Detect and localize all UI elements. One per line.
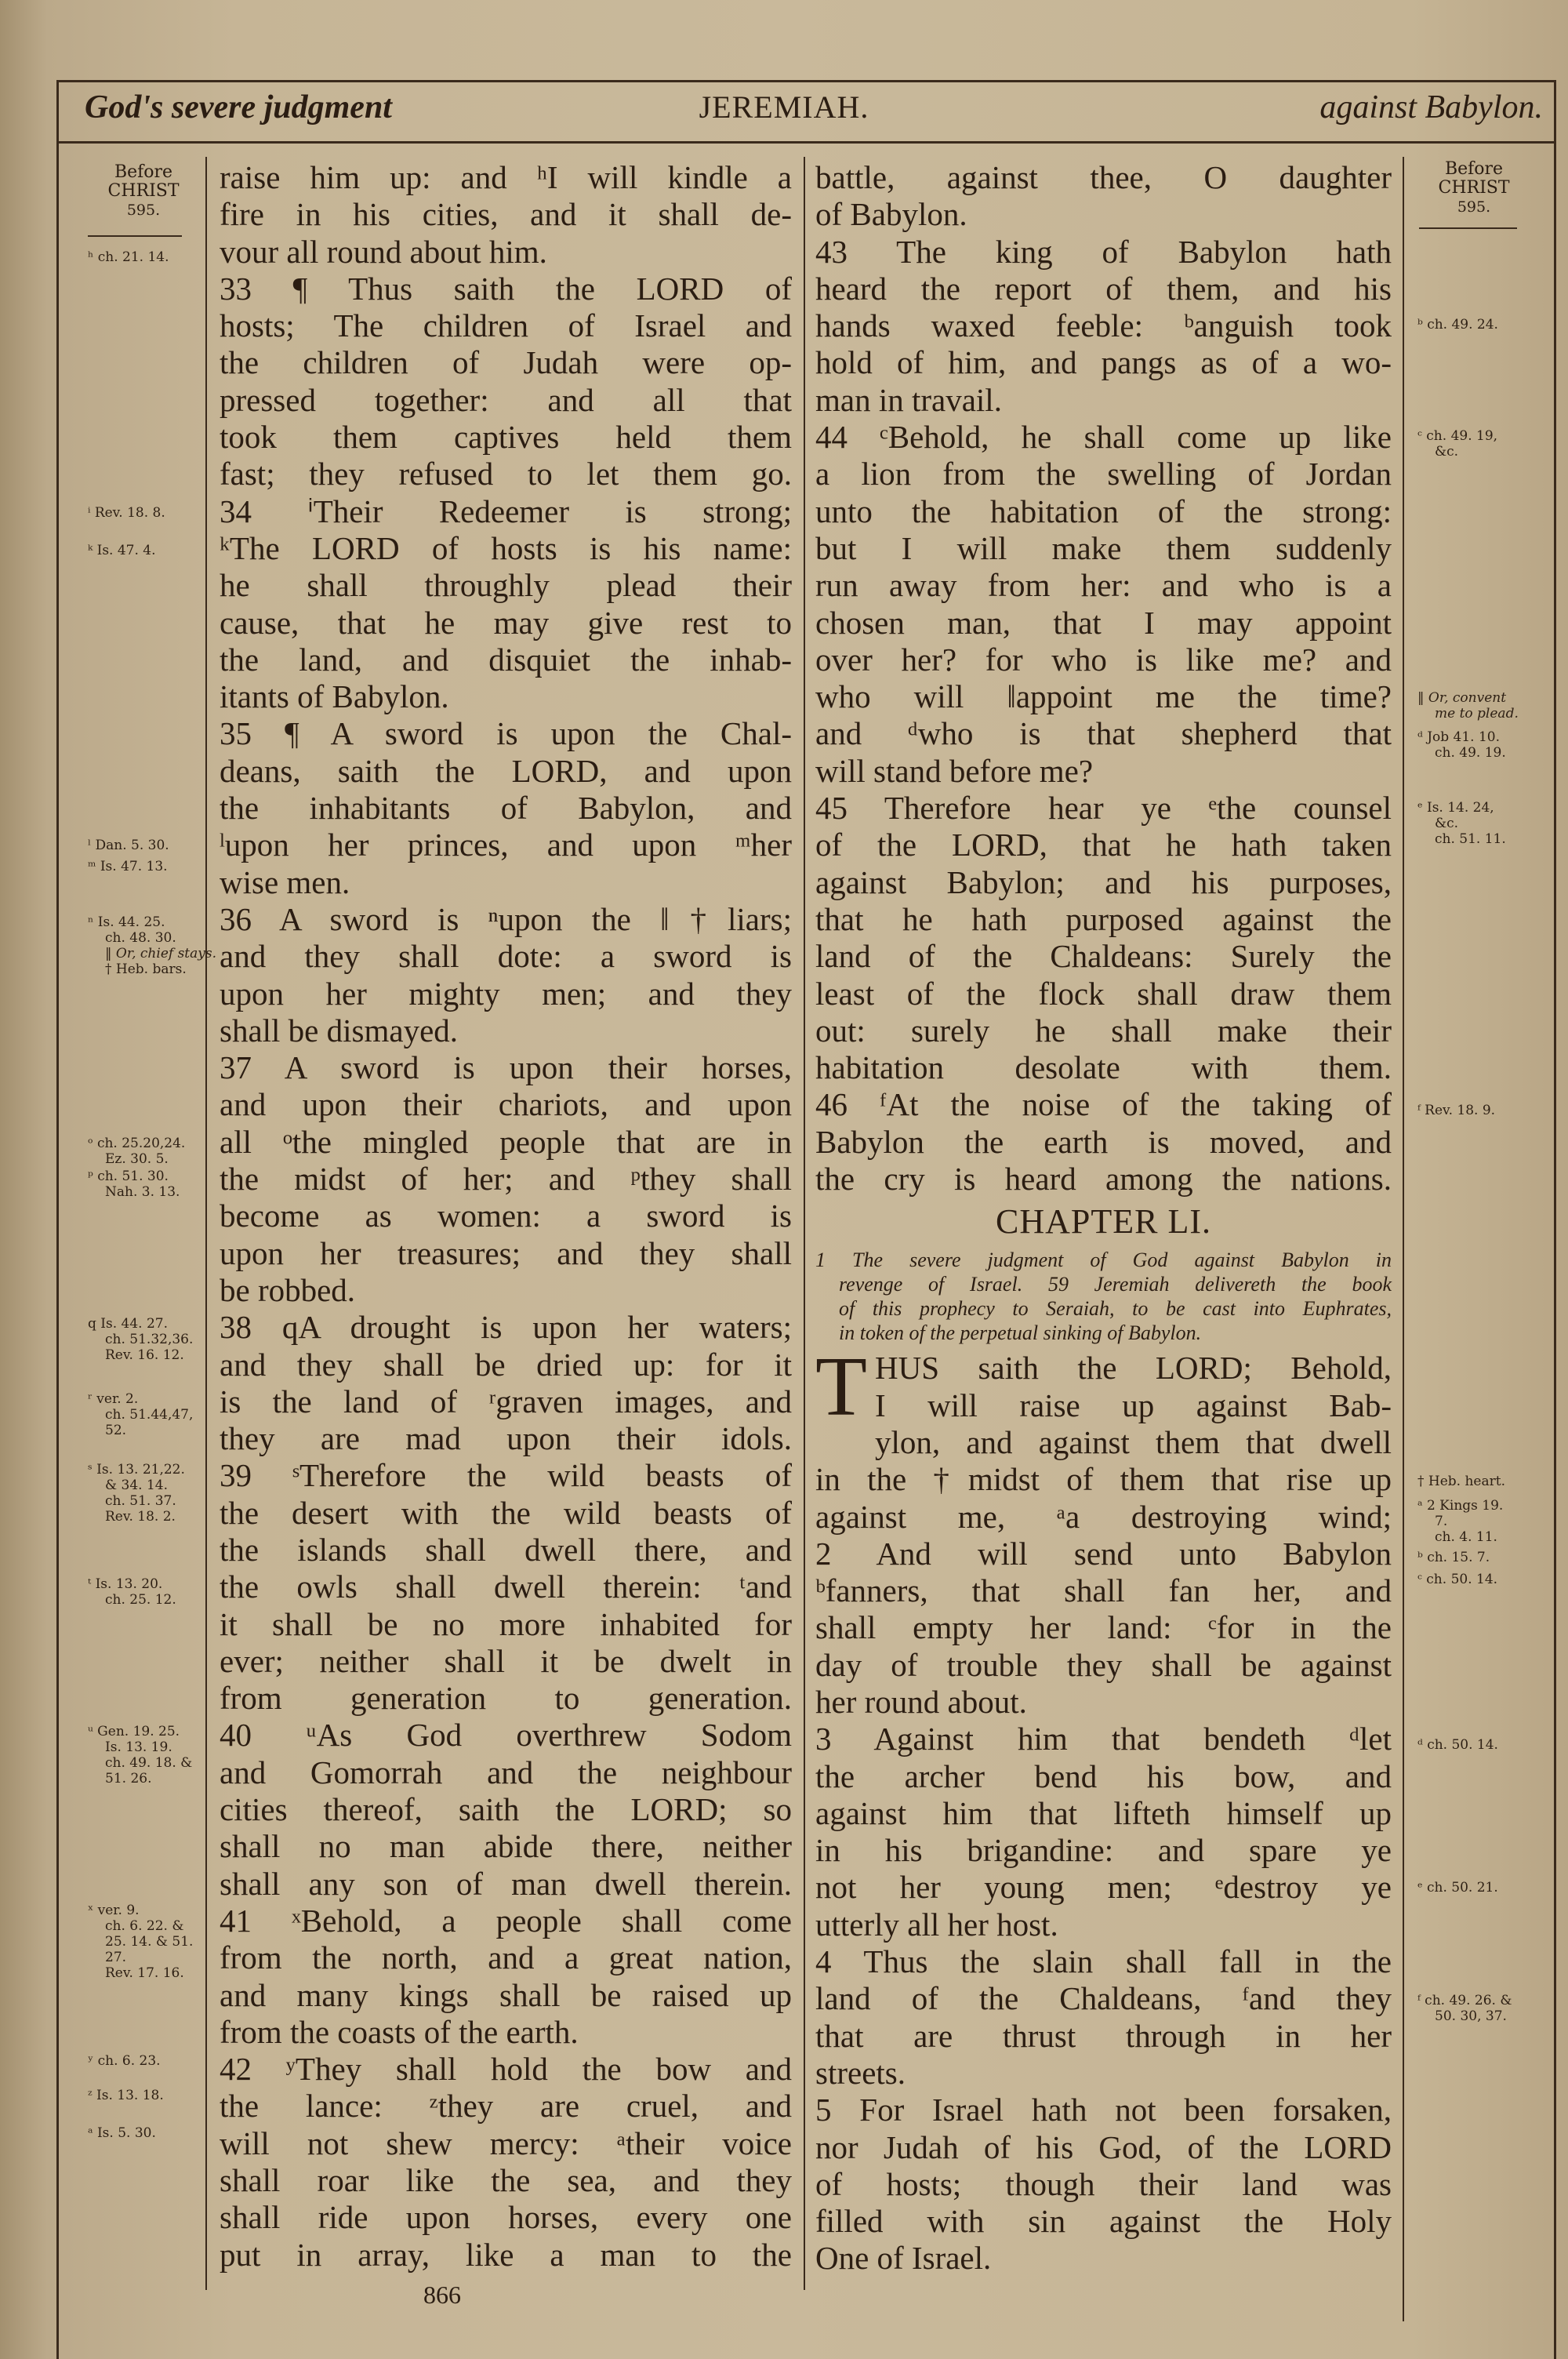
text-line: 45 Therefore hear ye ᵉthe counsel	[815, 790, 1392, 827]
cross-reference-line: 7.	[1435, 1514, 1448, 1529]
cross-reference-line: Is. 13. 19.	[105, 1739, 172, 1755]
summary-line: revenge of Israel. 59 Jeremiah delivereth the book	[839, 1273, 1392, 1296]
text-line: filled with sin against the Holy	[815, 2203, 1392, 2240]
cross-reference-note	[88, 505, 165, 521]
text-line: and upon their chariots, and upon	[220, 1086, 792, 1123]
cross-reference-note	[1417, 1103, 1495, 1118]
text-line: day of trouble they shall be against	[815, 1646, 1392, 1683]
text-line: the islands shall dwell there, and	[220, 1531, 792, 1568]
text-line: and they shall dote: a sword is	[220, 938, 792, 975]
running-head-book-title: JEREMIAH.	[699, 89, 869, 125]
text-line: they are mad upon their idols.	[220, 1420, 792, 1457]
cross-reference-line: ᵈ ch. 50. 14.	[1417, 1737, 1498, 1753]
cross-reference-line: ch. 51.32,36.	[105, 1332, 194, 1347]
text-line: and ᵈwho is that shepherd that	[815, 715, 1392, 752]
date-heading-year: 595.	[126, 202, 161, 219]
cross-reference-line: ʳ ver. 2.	[88, 1391, 139, 1407]
text-line: pressed together: and all that	[220, 381, 792, 418]
text-line: and Gomorrah and the neighbour	[220, 1754, 792, 1790]
text-line: 35 ¶ A sword is upon the Chal-	[220, 715, 792, 752]
text-line: HUS saith the LORD; Behold,	[874, 1350, 1392, 1387]
text-line: is the land of ʳgraven images, and	[220, 1383, 792, 1419]
text-line: 37 A sword is upon their horses,	[220, 1049, 792, 1086]
text-line: battle, against thee, O daughter	[815, 159, 1392, 195]
cross-reference-line: ch. 6. 22. &	[105, 1918, 184, 1934]
text-line: not her young men; ᵉdestroy ye	[815, 1869, 1392, 1906]
cross-reference-note	[88, 1136, 185, 1167]
text-line: that he hath purposed against the	[815, 900, 1392, 937]
cross-reference-note	[88, 1316, 193, 1363]
text-line: it shall be no more inhabited for	[220, 1605, 792, 1642]
summary-line: of this prophecy to Seraiah, to be cast into Euphrates,	[839, 1297, 1392, 1321]
cross-reference-note	[88, 2053, 161, 2069]
cross-reference-note	[88, 1903, 193, 1981]
text-line: a lion from the swelling of Jordan	[815, 456, 1392, 493]
left-date-underline	[88, 235, 182, 237]
frame-header-rule	[56, 141, 1555, 144]
text-line: ever; neither shall it be dwelt in	[220, 1642, 792, 1679]
date-heading-before: Before	[1444, 159, 1504, 179]
date-heading-before: Before	[114, 162, 173, 182]
cross-reference-note	[1417, 800, 1506, 847]
cross-reference-line: ⁱ Rev. 18. 8.	[88, 505, 165, 521]
text-line: but I will make them suddenly	[815, 529, 1392, 566]
text-line: become as women: a sword is	[220, 1198, 792, 1234]
text-line: I will raise up against Bab-	[874, 1387, 1392, 1423]
cross-reference-line: ʰ ch. 21. 14.	[88, 249, 169, 265]
text-line: the owls shall dwell therein: ᵗand	[220, 1568, 792, 1605]
text-line: ᵇfanners, that shall fan her, and	[815, 1572, 1392, 1609]
cross-reference-note	[1417, 690, 1519, 722]
drop-cap: T	[815, 1340, 867, 1434]
text-line: fire in his cities, and it shall de-	[220, 196, 792, 233]
cross-reference-note	[88, 859, 168, 874]
running-head-left: God's severe judgment	[85, 89, 392, 125]
right-margin-date-heading	[1423, 160, 1525, 216]
text-line: cities thereof, saith the LORD; so	[220, 1791, 792, 1828]
cross-reference-line: † Heb. heart.	[1417, 1474, 1505, 1489]
text-line: 44 ᶜBehold, he shall come up like	[815, 419, 1392, 456]
cross-reference-line: ⁿ Is. 44. 25.	[88, 914, 165, 930]
text-line: the midst of her; and ᵖthey shall	[220, 1161, 792, 1198]
text-line: raise him up: and ʰI will kindle a	[220, 159, 792, 195]
text-line: of the LORD, that he hath taken	[815, 827, 1392, 863]
text-line: 3 Against him that bendeth ᵈlet	[815, 1721, 1392, 1757]
cross-reference-line: ch. 51. 37.	[105, 1493, 176, 1509]
text-line: in the †midst of them that rise up	[815, 1461, 1392, 1498]
text-line: 42 ʸThey shall hold the bow and	[220, 2051, 792, 2088]
frame-top-rule	[56, 80, 1555, 82]
cross-reference-line: ᵖ ch. 51. 30.	[88, 1169, 169, 1184]
cross-reference-line: Nah. 3. 13.	[105, 1184, 180, 1200]
cross-reference-line: ch. 25. 12.	[105, 1592, 176, 1608]
cross-reference-note	[88, 838, 169, 853]
cross-reference-line: Rev. 18. 2.	[105, 1509, 176, 1525]
cross-reference-line: ʸ ch. 6. 23.	[88, 2053, 161, 2069]
text-line: out: surely he shall make their	[815, 1012, 1392, 1049]
text-line: against Babylon; and his purposes,	[815, 863, 1392, 900]
text-line: will not shew mercy: ᵃtheir voice	[220, 2125, 792, 2161]
text-line: 2 And will send unto Babylon	[815, 1535, 1392, 1572]
left-margin-divider	[205, 157, 207, 2290]
cross-reference-line: ᶜ ch. 50. 14.	[1417, 1572, 1498, 1587]
cross-reference-note	[1417, 428, 1497, 460]
cross-reference-line: 52.	[105, 1423, 127, 1438]
text-line: wise men.	[220, 863, 350, 900]
chapter-opening	[815, 1340, 1392, 1434]
cross-reference-line: ᵇ ch. 49. 24.	[1417, 317, 1498, 333]
cross-reference-line: Ez. 30. 5.	[105, 1151, 169, 1167]
cross-reference-line: ᵏ Is. 47. 4.	[88, 543, 156, 558]
cross-reference-note	[88, 1391, 193, 1438]
chapter-heading: CHAPTER LI.	[996, 1202, 1211, 1241]
right-text-column	[815, 159, 1392, 2277]
cross-reference-line: ch. 4. 11.	[1435, 1529, 1497, 1545]
cross-reference-line: q Is. 44. 27.	[88, 1316, 169, 1332]
cross-reference-line: ᵇ ch. 15. 7.	[1417, 1550, 1490, 1565]
cross-reference-line: &c.	[1435, 444, 1459, 460]
cross-reference-line: 50. 30, 37.	[1435, 2008, 1507, 2024]
text-line: of Babylon.	[815, 196, 967, 233]
cross-reference-line: Rev. 16. 12.	[105, 1347, 184, 1363]
text-line: the cry is heard among the nations.	[815, 1161, 1392, 1198]
cross-reference-note	[1417, 1550, 1490, 1565]
text-line: unto the habitation of the strong:	[815, 493, 1392, 529]
text-line: shall roar like the sea, and they	[220, 2162, 792, 2199]
cross-reference-line: ᶠ Rev. 18. 9.	[1417, 1103, 1496, 1118]
text-line: in his brigandine: and spare ye	[815, 1832, 1392, 1869]
text-line: against him that lifteth himself up	[815, 1794, 1392, 1831]
text-line: man in travail.	[815, 381, 1002, 418]
right-date-underline	[1419, 227, 1517, 229]
cross-reference-line: 25. 14. & 51.	[105, 1934, 194, 1950]
summary-line: in token of the perpetual sinking of Babylon.	[839, 1321, 1202, 1345]
cross-reference-note	[88, 1576, 176, 1608]
text-line: will stand before me?	[815, 752, 1094, 789]
text-line: utterly all her host.	[815, 1906, 1058, 1943]
cross-reference-line: ᵃ Is. 5. 30.	[88, 2125, 156, 2141]
cross-reference-line: &c.	[1435, 816, 1459, 831]
text-line: ylon, and against them that dwell	[874, 1423, 1392, 1460]
text-line: shall no man abide there, neither	[220, 1828, 792, 1865]
text-line: the children of Judah were op-	[220, 344, 792, 381]
cross-reference-note	[88, 1462, 185, 1525]
cross-reference-line: ch. 49. 19.	[1435, 745, 1506, 761]
cross-reference-line: & 34. 14.	[105, 1478, 169, 1493]
chapter-50-verses	[815, 159, 1392, 1198]
text-line: from the north, and a great nation,	[220, 1939, 792, 1976]
cross-reference-line: ‖ Or, convent	[1417, 690, 1507, 706]
text-line: least of the flock shall draw them	[815, 975, 1392, 1012]
text-line: and many kings shall be raised up	[220, 1976, 792, 2013]
left-margin-date-heading	[93, 163, 194, 220]
cross-reference-line: ch. 51.44,47,	[105, 1407, 194, 1423]
cross-reference-line: ˡ Dan. 5. 30.	[88, 838, 169, 853]
cross-reference-note	[1417, 317, 1498, 333]
text-line: hold of him, and pangs as of a wo-	[815, 344, 1392, 381]
text-line: 40 ᵘAs God overthrew Sodom	[220, 1717, 792, 1754]
text-line: upon her mighty men; and they	[220, 975, 792, 1012]
cross-reference-line: † Heb. bars.	[105, 961, 187, 977]
cross-reference-line: ᵒ ch. 25.20,24.	[88, 1136, 186, 1151]
chapter-summary	[815, 1246, 1392, 1350]
cross-reference-note	[88, 543, 156, 558]
cross-reference-note	[1417, 729, 1506, 761]
text-line: One of Israel.	[815, 2240, 992, 2277]
text-line: 38 qA drought is upon her waters;	[220, 1309, 792, 1346]
cross-reference-note	[88, 2125, 156, 2141]
cross-reference-note	[1417, 1993, 1512, 2024]
text-line: land of the Chaldeans, ᶠand they	[815, 1980, 1392, 2017]
summary-line: 1 The severe judgment of God against Babylon in	[815, 1249, 1392, 1272]
cross-reference-line: ᶠ ch. 49. 26. &	[1417, 1993, 1512, 2008]
cross-reference-line: ᵃ 2 Kings 19.	[1417, 1498, 1504, 1514]
text-line: upon her treasures; and they shall	[220, 1234, 792, 1271]
text-line: and they shall be dried up: for it	[220, 1346, 792, 1383]
text-line: deans, saith the LORD, and upon	[220, 752, 792, 789]
text-line: over her? for who is like me? and	[815, 641, 1392, 678]
cross-reference-note	[1417, 1498, 1503, 1545]
cross-reference-line: ᵐ Is. 47. 13.	[88, 859, 168, 874]
cross-reference-line: ᵈ Job 41. 10.	[1417, 729, 1501, 745]
text-line: he shall throughly plead their	[220, 567, 792, 604]
cross-reference-note	[1417, 1474, 1505, 1489]
cross-reference-line: ˢ Is. 13. 21,22.	[88, 1462, 185, 1478]
page-number: 866	[423, 2281, 461, 2309]
text-line: 4 Thus the slain shall fall in the	[815, 1943, 1392, 1980]
text-line: against me, ᵃa destroying wind;	[815, 1498, 1392, 1535]
cross-reference-line: 27.	[105, 1950, 127, 1965]
text-line: the inhabitants of Babylon, and	[220, 790, 792, 827]
frame-right-rule	[1554, 80, 1556, 2359]
text-line: 33 ¶ Thus saith the LORD of	[220, 270, 792, 307]
text-line: nor Judah of his God, of the LORD	[815, 2128, 1392, 2165]
cross-reference-line: ᵘ Gen. 19. 25.	[88, 1724, 180, 1739]
text-line: ˡupon her princes, and upon ᵐher	[220, 827, 792, 863]
text-line: itants of Babylon.	[220, 678, 449, 715]
date-heading-christ: CHRIST	[107, 181, 180, 201]
cross-reference-line: 51. 26.	[105, 1771, 152, 1787]
text-line: shall be dismayed.	[220, 1012, 459, 1049]
cross-reference-line: ch. 51. 11.	[1435, 831, 1506, 847]
cross-reference-line: ˣ ver. 9.	[88, 1903, 140, 1918]
text-line: habitation desolate with them.	[815, 1049, 1392, 1086]
cross-reference-line: ᶻ Is. 13. 18.	[88, 2088, 164, 2103]
text-line: streets.	[815, 2054, 906, 2091]
text-line: heard the report of them, and his	[815, 270, 1392, 307]
text-line: put in array, like a man to the	[220, 2236, 792, 2273]
text-line: of hosts; though their land was	[815, 2165, 1392, 2202]
text-line: 39 ˢTherefore the wild beasts of	[220, 1457, 792, 1494]
date-heading-christ: CHRIST	[1438, 178, 1510, 198]
text-line: shall any son of man dwell therein.	[220, 1865, 792, 1902]
text-line: hands waxed feeble: ᵇanguish took	[815, 307, 1392, 344]
text-line: fast; they refused to let them go.	[220, 456, 792, 493]
text-line: chosen man, that I may appoint	[815, 604, 1392, 641]
cross-reference-line: ᵉ Is. 14. 24,	[1417, 800, 1494, 816]
text-line: the lance: ᶻthey are cruel, and	[220, 2088, 792, 2125]
text-line: cause, that he may give rest to	[220, 604, 792, 641]
frame-left-rule	[56, 80, 59, 2359]
text-line: 46 ᶠAt the noise of the taking of	[815, 1086, 1392, 1123]
text-line: from generation to generation.	[220, 1680, 792, 1717]
text-line: the land, and disquiet the inhab-	[220, 641, 792, 678]
text-line: her round about.	[815, 1683, 1027, 1720]
cross-reference-line: ᵗ Is. 13. 20.	[88, 1576, 163, 1592]
text-line: 36 A sword is ⁿupon the ‖†liars;	[220, 900, 792, 937]
text-line: land of the Chaldeans: Surely the	[815, 938, 1392, 975]
cross-reference-line: ᵉ ch. 50. 21.	[1417, 1880, 1498, 1896]
text-line: shall ride upon horses, every one	[220, 2199, 792, 2236]
text-line: Babylon the earth is moved, and	[815, 1123, 1392, 1160]
cross-reference-note	[88, 914, 216, 977]
text-line: 41 ˣBehold, a people shall come	[220, 1902, 792, 1939]
cross-reference-note	[88, 2088, 164, 2103]
cross-reference-line: ‖ Or, chief stays.	[105, 946, 216, 961]
cross-reference-line: ch. 48. 30.	[105, 930, 176, 946]
text-line: run away from her: and who is a	[815, 567, 1392, 604]
text-line: ᵏThe LORD of hosts is his name:	[220, 529, 792, 566]
text-line: 43 The king of Babylon hath	[815, 233, 1392, 270]
text-line: 34 ⁱTheir Redeemer is strong;	[220, 493, 792, 529]
text-line: took them captives held them	[220, 419, 792, 456]
text-line: vour all round about him.	[220, 233, 547, 270]
text-line: shall empty her land: ᶜfor in the	[815, 1609, 1392, 1646]
cross-reference-note	[88, 1169, 180, 1200]
text-line: hosts; The children of Israel and	[220, 307, 792, 344]
cross-reference-note	[1417, 1880, 1498, 1896]
cross-reference-line: me to plead.	[1435, 706, 1519, 722]
text-line: from the coasts of the earth.	[220, 2013, 579, 2050]
text-line: the archer bend his bow, and	[815, 1757, 1392, 1794]
center-column-divider	[804, 157, 805, 2290]
cross-reference-line: ch. 49. 18. &	[105, 1755, 193, 1771]
cross-reference-line: ᶜ ch. 49. 19,	[1417, 428, 1498, 444]
text-line: the desert with the wild beasts of	[220, 1494, 792, 1531]
text-line: 5 For Israel hath not been forsaken,	[815, 2092, 1392, 2128]
date-heading-year: 595.	[1457, 198, 1491, 216]
cross-reference-note	[88, 249, 169, 265]
cross-reference-note	[1417, 1737, 1498, 1753]
cross-reference-line: Rev. 17. 16.	[105, 1965, 184, 1981]
right-margin-divider	[1403, 157, 1404, 2321]
cross-reference-note	[1417, 1572, 1497, 1587]
cross-reference-note	[88, 1724, 192, 1787]
text-line: who will ‖appoint me the time?	[815, 678, 1392, 715]
running-head-right: against Babylon.	[1319, 89, 1543, 125]
text-line: be robbed.	[220, 1271, 356, 1308]
chapter-51-verses	[815, 1424, 1392, 2277]
text-line: that are thrust through in her	[815, 2017, 1392, 2054]
text-line: all ᵒthe mingled people that are in	[220, 1123, 792, 1160]
left-text-column	[220, 159, 792, 2274]
